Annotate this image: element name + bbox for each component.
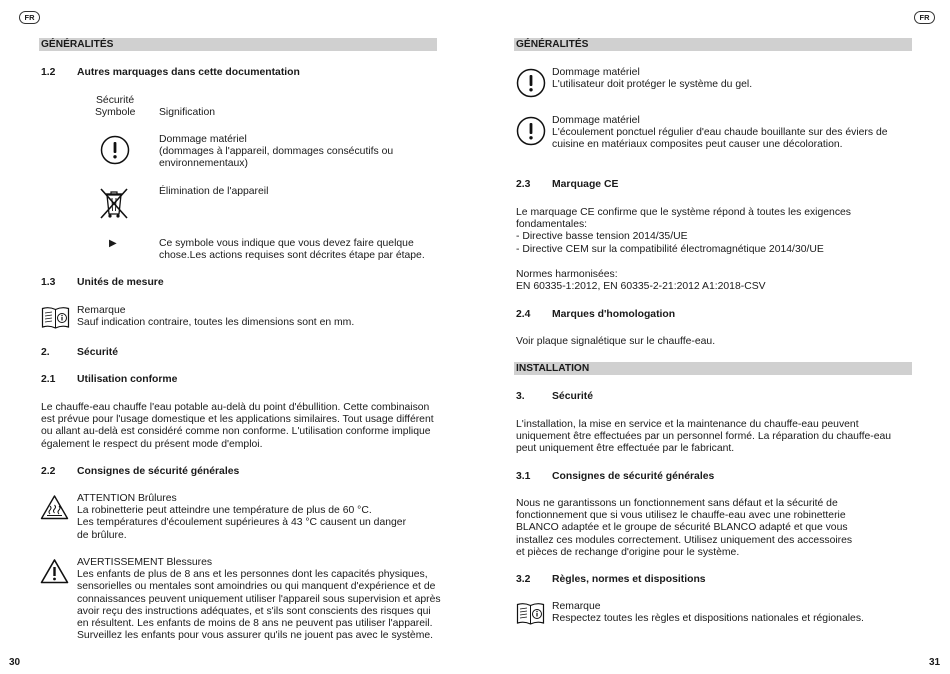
- section-title: Marques d'homologation: [552, 309, 676, 320]
- text-line: EN 60335-1:2012, EN 60335-2-21:2012 A1:2018-CSV: [516, 281, 766, 293]
- section-number: 2.4: [516, 309, 531, 320]
- section-number: 3.1: [516, 471, 531, 482]
- note-title: Remarque: [77, 305, 126, 316]
- row-text: environnementaux): [159, 158, 248, 170]
- text-line: Le chauffe-eau chauffe l'eau potable au-delà du point d'ébullition. Cette combinaison: [41, 402, 430, 413]
- section-number: 2.3: [516, 179, 531, 190]
- table-row-action: [159, 238, 425, 262]
- text-line: est prévue pour l'usage domestique et les applications similaires. Tout usage différent: [41, 414, 434, 426]
- row-text: Dommage matériel: [159, 134, 247, 145]
- section-title: Consignes de sécurité générales: [77, 466, 240, 477]
- text-line: et pièces de rechange d'origine pour le système.: [516, 546, 740, 558]
- warning-brulures: [77, 493, 406, 542]
- text-line: également le respect du présent mode d'emploi.: [41, 438, 263, 450]
- table-header-symbole: Symbole: [95, 107, 136, 118]
- text-line: L'utilisateur doit protéger le système du gel.: [552, 79, 753, 91]
- text-line: connaissances peuvent uniquement utiliser l'appareil sous supervision et après: [77, 593, 441, 605]
- section-bar-generalites-right: GÉNÉRALITÉS: [514, 38, 912, 51]
- text-line: Les enfants de plus de 8 ans et les personnes dont les capacités physiques,: [77, 569, 428, 581]
- language-badge-left: FR: [19, 11, 40, 24]
- section-number: 3.2: [516, 574, 531, 585]
- text-line: avoir reçu des instructions adéquates, et s'ils sont conscients des risques qui: [77, 605, 431, 617]
- section-title: Sécurité: [552, 391, 594, 402]
- table-header-signification: Signification: [159, 107, 216, 118]
- paragraph-homologation: Voir plaque signalétique sur le chauffe-eau.: [516, 336, 716, 347]
- damage-notice-decoloration: [552, 115, 888, 152]
- section-title: Utilisation conforme: [77, 374, 178, 385]
- exclamation-circle-icon: [516, 116, 546, 146]
- note-text: Sauf indication contraire, toutes les dimensions sont en mm.: [77, 317, 355, 328]
- text-line: Nous ne garantissons un fonctionnement sans défaut et la sécurité de: [516, 498, 838, 509]
- text-line: Dommage matériel: [552, 115, 640, 126]
- page-number-right: 31: [929, 657, 941, 668]
- text-line: Dommage matériel: [552, 67, 640, 78]
- exclamation-circle-icon: [516, 68, 546, 98]
- text-line: - Directive CEM sur la compatibilité électromagnétique 2014/30/UE: [516, 243, 824, 255]
- text-line: en résultent. Les enfants de moins de 8 ans ne peuvent pas utiliser l'appareil.: [77, 618, 433, 630]
- text-line: cuisine en matériaux composites peut causer une décoloration.: [552, 139, 843, 151]
- text-line: Le marquage CE confirme que le système répond à toutes les exigences: [516, 207, 851, 218]
- table-row-elimination: Élimination de l'appareil: [159, 186, 269, 197]
- text-line: fondamentales:: [516, 219, 588, 231]
- section-title: Sécurité: [77, 347, 119, 358]
- text-line: Les températures d'écoulement supérieures à 43 °C causent un danger: [77, 517, 407, 529]
- arrow-right-icon: ▶: [109, 238, 117, 249]
- text-line: uniquement être effectuées par un personnel formé. La réparation du chauffe-eau: [516, 431, 892, 443]
- text-line: BLANCO adaptée et le groupe de sécurité BLANCO adapté et que vous: [516, 522, 848, 534]
- note-title: Remarque: [552, 601, 601, 612]
- row-text: Ce symbole vous indique que vous devez faire quelque: [159, 238, 414, 249]
- paragraph-installation: [516, 419, 891, 456]
- text-line: L'installation, la mise en service et la maintenance du chauffe-eau peuvent: [516, 419, 859, 430]
- text-line: fonctionnement que si vous utilisez le chauffe-eau avec une robinetterie: [516, 510, 846, 522]
- row-text: (dommages à l'appareil, dommages consécutifs ou: [159, 146, 394, 158]
- section-bar-generalites: GÉNÉRALITÉS: [39, 38, 437, 51]
- section-title: Marquage CE: [552, 179, 619, 190]
- text-line: installez ces modules correctement. Utilisez uniquement des accessoires: [516, 534, 853, 546]
- section-title: Unités de mesure: [77, 277, 164, 288]
- section-title: Consignes de sécurité générales: [552, 471, 715, 482]
- text-line: La robinetterie peut atteindre une température de plus de 60 °C.: [77, 505, 372, 517]
- section-number: 3.: [516, 391, 525, 402]
- crossed-bin-icon: [98, 186, 130, 220]
- info-book-icon: [41, 306, 70, 330]
- section-number: 2.2: [41, 466, 56, 477]
- section-bar-installation: INSTALLATION: [514, 362, 912, 375]
- exclamation-circle-icon: [100, 135, 130, 165]
- row-text: chose.Les actions requises sont décrites étape par étape.: [159, 250, 425, 262]
- text-line: ou allant au-delà est considéré comme non conforme. L'utilisation conforme implique: [41, 426, 431, 438]
- section-number: 2.1: [41, 374, 56, 385]
- text-line: sensorielles ou mentales sont amoindries ou qui manquent d'expérience et de: [77, 581, 436, 593]
- warning-triangle-icon: [40, 558, 69, 584]
- paragraph-securite-install: [516, 498, 852, 559]
- section-title: Règles, normes et dispositions: [552, 574, 706, 585]
- text-line: L'écoulement ponctuel régulier d'eau chaude bouillante sur des éviers de: [552, 127, 888, 139]
- section-number: 1.3: [41, 277, 56, 288]
- page-number-left: 30: [9, 657, 21, 668]
- hot-surface-warning-icon: [40, 494, 69, 520]
- language-badge-right: FR: [914, 11, 935, 24]
- section-number: 2.: [41, 347, 50, 358]
- text-line: peut uniquement être effectuée par le fabricant.: [516, 443, 735, 455]
- table-row-dommage: [159, 134, 393, 171]
- text-line: - Directive basse tension 2014/35/UE: [516, 231, 688, 243]
- paragraph-marquage-ce: [516, 207, 851, 256]
- text-line: ATTENTION Brûlures: [77, 493, 177, 504]
- warning-blessures: [77, 557, 441, 642]
- info-book-icon: [516, 602, 545, 626]
- paragraph-normes: [516, 269, 766, 293]
- damage-notice-gel: [552, 67, 752, 91]
- text-line: Normes harmonisées:: [516, 269, 618, 280]
- paragraph-utilisation: [41, 402, 434, 451]
- section-number: 1.2: [41, 67, 56, 78]
- note-text: Respectez toutes les règles et dispositions nationales et régionales.: [552, 613, 864, 624]
- text-line: Surveillez les enfants pour vous assurer qu'ils ne jouent pas avec le système.: [77, 630, 434, 642]
- text-line: de brûlure.: [77, 529, 127, 541]
- section-title: Autres marquages dans cette documentation: [77, 67, 300, 78]
- table-header-securite: Sécurité: [96, 95, 135, 106]
- text-line: AVERTISSEMENT Blessures: [77, 557, 213, 568]
